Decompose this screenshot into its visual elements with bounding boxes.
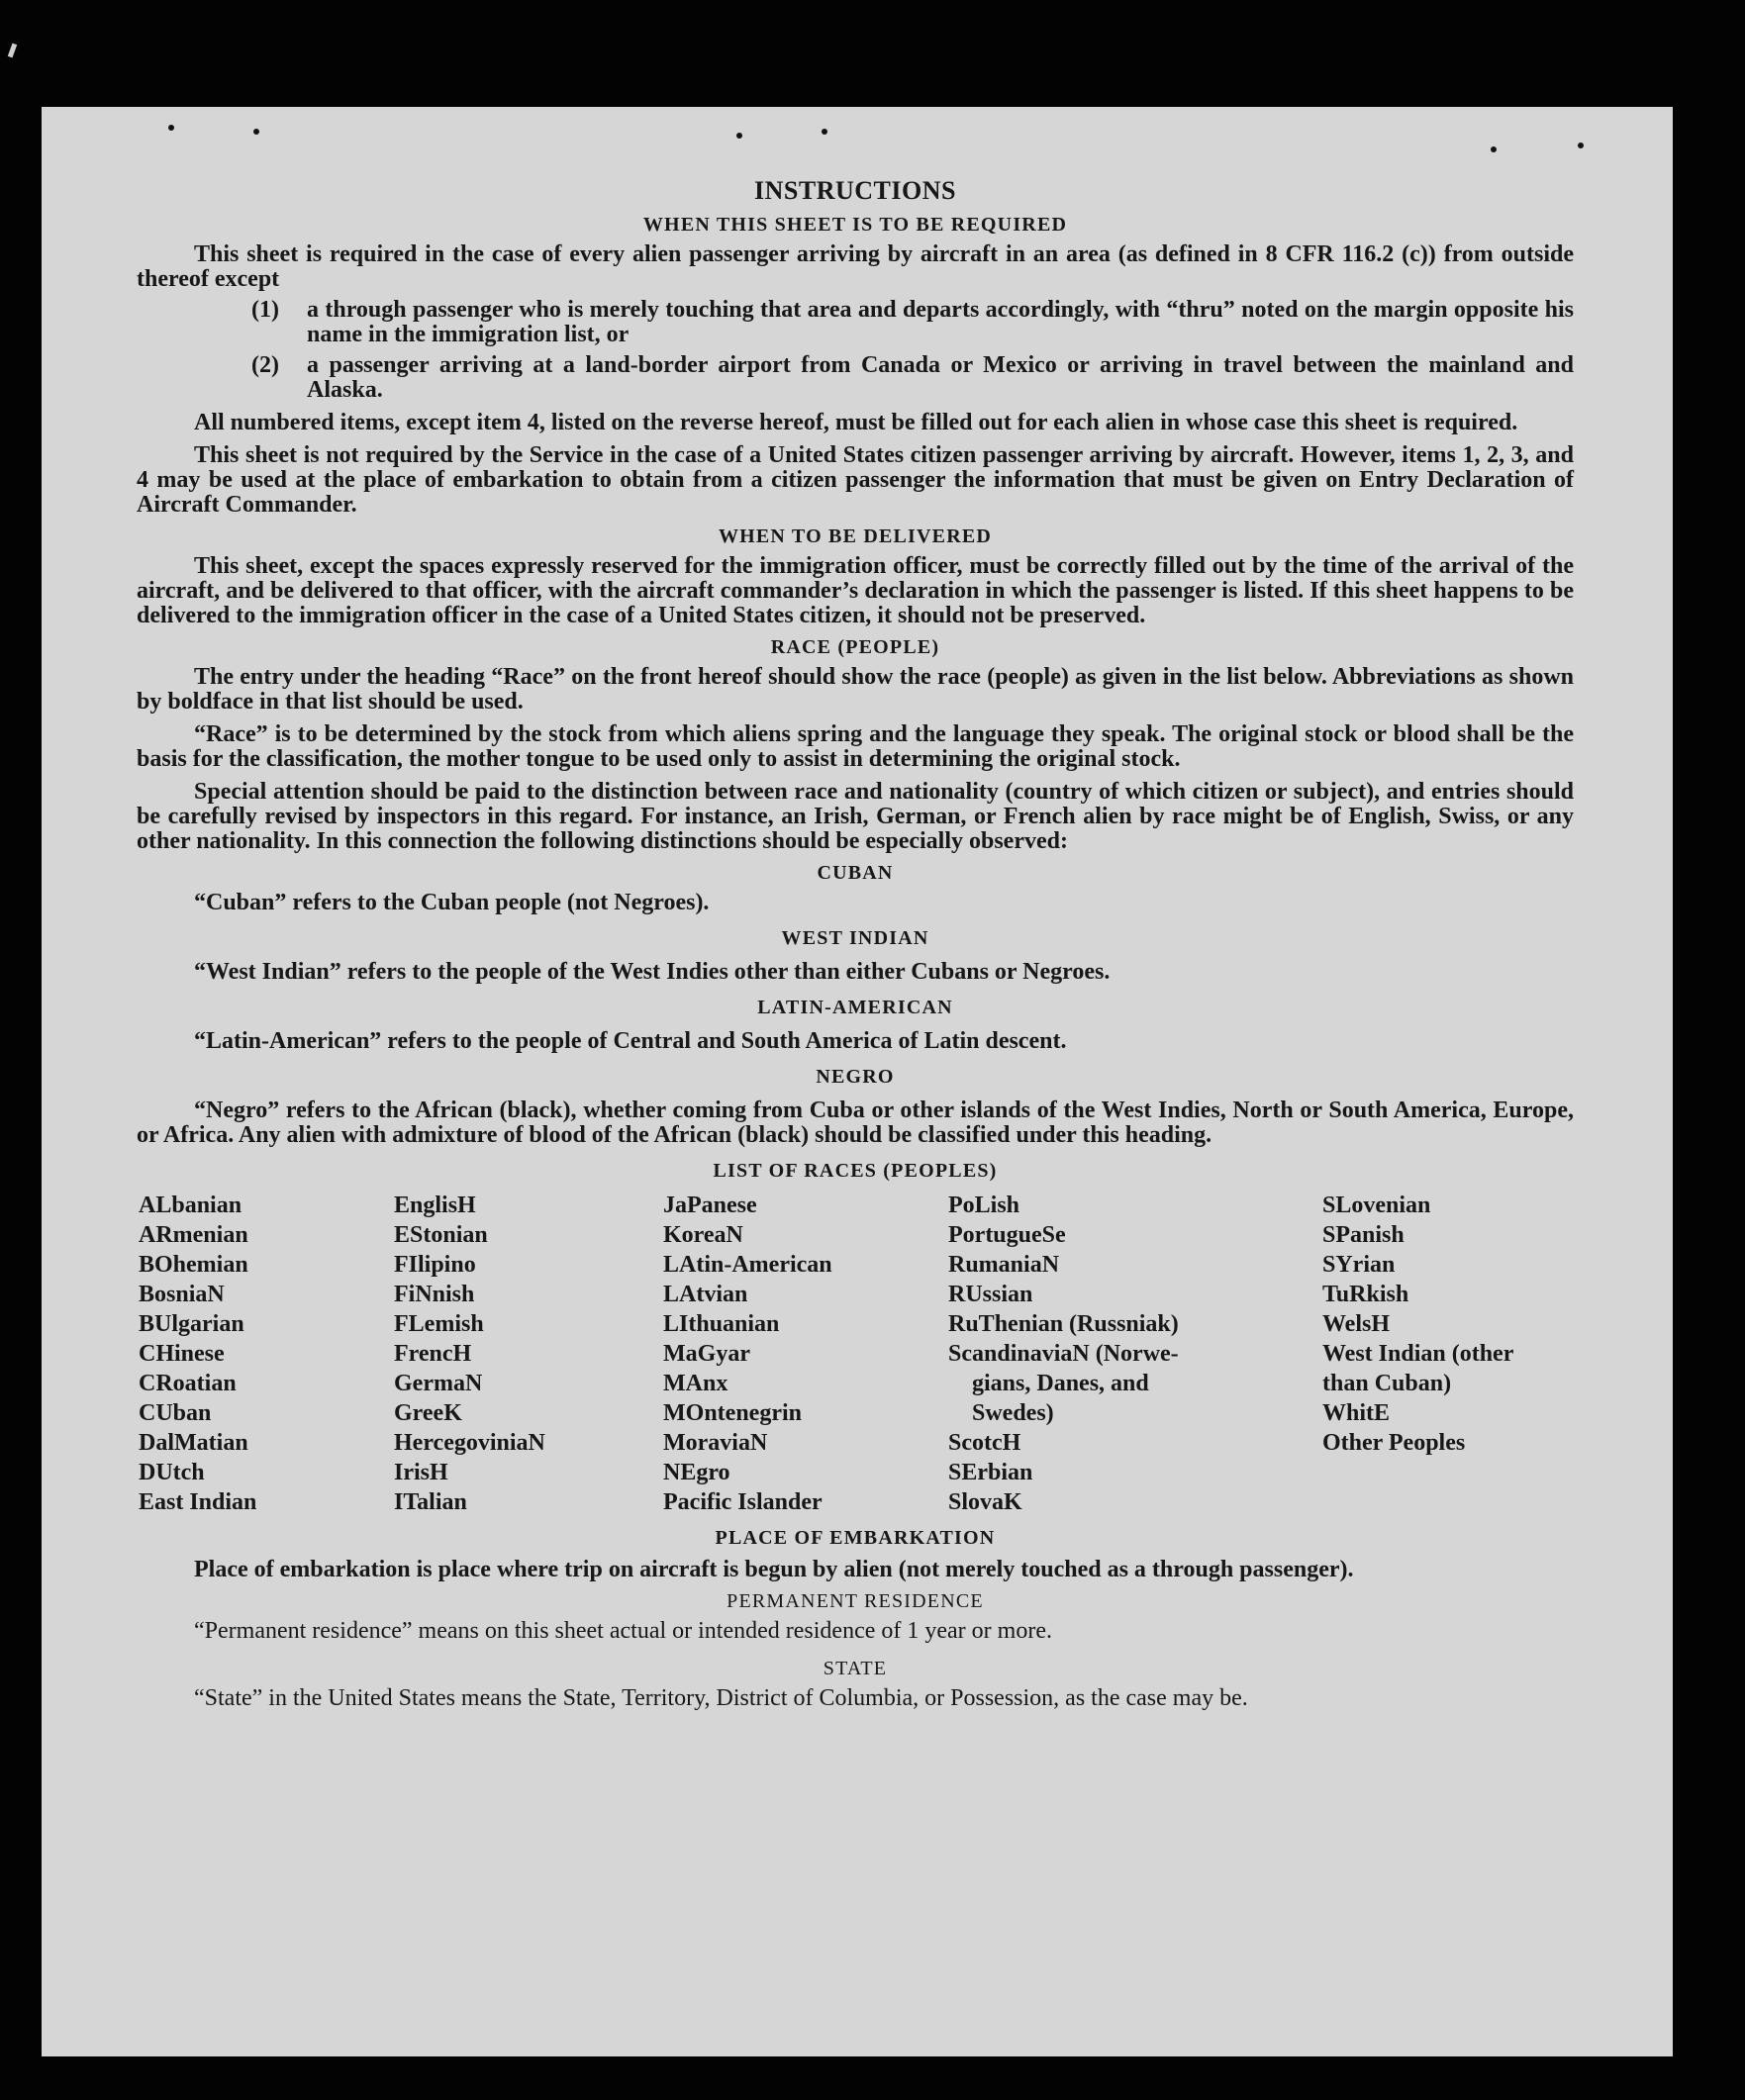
race-entry: MAnx	[663, 1371, 728, 1396]
instructions-body	[137, 176, 1574, 1711]
race-entry: IrisH	[394, 1460, 448, 1485]
section-heading-when-delivered: WHEN TO BE DELIVERED	[718, 525, 993, 547]
section-heading-residence: PERMANENT RESIDENCE	[727, 1590, 984, 1612]
race-entry: JaPanese	[663, 1193, 757, 1218]
race-entry: Pacific Islander	[663, 1489, 823, 1515]
race-entry: East Indian	[139, 1489, 257, 1515]
race-entry: MaGyar	[663, 1341, 750, 1367]
punch-mark	[822, 129, 827, 135]
race-entry: FLemish	[394, 1311, 484, 1337]
race-entry: FiNnish	[394, 1282, 475, 1307]
section-heading-embarkation: PLACE OF EMBARKATION	[715, 1527, 996, 1549]
punch-mark	[1578, 143, 1584, 148]
list-item	[251, 353, 1574, 403]
race-entry-continued: than Cuban)	[1322, 1371, 1452, 1396]
race-entry: HercegoviniaN	[394, 1430, 545, 1456]
race-entry: ScotcH	[948, 1430, 1021, 1456]
punch-mark	[253, 129, 259, 135]
race-entry: SLovenian	[1322, 1193, 1431, 1218]
race-entry: SYrian	[1322, 1252, 1396, 1278]
page-title: INSTRUCTIONS	[754, 176, 956, 205]
paragraph: “Permanent residence” means on this sheet actual or intended residence of 1 year or more.	[194, 1618, 1052, 1644]
paragraph: All numbered items, except item 4, listed on the reverse hereof, must be filled out for each alien in whose case this sheet is required.	[194, 410, 1518, 435]
race-entry: PoLish	[948, 1193, 1020, 1218]
race-entry: Other Peoples	[1322, 1430, 1466, 1456]
race-entry: WhitE	[1322, 1400, 1391, 1426]
punch-mark	[168, 125, 174, 131]
race-entry: ScandinaviaN (Norwe-	[948, 1341, 1179, 1367]
item-text: a through passenger who is merely touching that area and departs accordingly, with “thru” noted on the margin opposite his name in the immigration list, or	[307, 297, 1574, 347]
race-entry: RUssian	[948, 1282, 1033, 1307]
race-entry-continued: Swedes)	[972, 1400, 1054, 1426]
race-entry: DUtch	[139, 1460, 205, 1485]
section-heading-when-required: WHEN THIS SHEET IS TO BE REQUIRED	[642, 214, 1068, 236]
race-entry: ALbanian	[139, 1193, 242, 1218]
race-entry: BOhemian	[139, 1252, 248, 1278]
paragraph: Special attention should be paid to the distinction between race and nationality (country of which citizen or subject), and entries should be carefully revised by inspectors in this regard. For instance, an Irish, German, or French alien by race might be of English, Swiss, or any other nationality. In this connection the following distinctions should be especially observed:	[137, 779, 1574, 854]
section-heading-cuban: CUBAN	[817, 862, 894, 884]
race-column	[948, 1191, 1322, 1517]
race-entry: FIlipino	[394, 1252, 476, 1278]
race-entry: CUban	[139, 1400, 212, 1426]
race-entry: KoreaN	[663, 1222, 743, 1248]
race-entry: MoraviaN	[663, 1430, 768, 1456]
race-entry: BUlgarian	[139, 1311, 244, 1337]
punch-mark	[736, 133, 742, 139]
race-entry: ARmenian	[139, 1222, 248, 1248]
section-heading-west-indian: WEST INDIAN	[781, 927, 929, 949]
race-entry: EnglisH	[394, 1193, 476, 1218]
race-entry: RumaniaN	[948, 1252, 1060, 1278]
race-entry: EStonian	[394, 1222, 488, 1248]
paragraph: This sheet is not required by the Service in the case of a United States citizen passenger arriving by aircraft. However, items 1, 2, 3, and 4 may be used at the place of embarkation to obtain from a citizen passenger the information that must be given on Entry Declaration of Aircraft Commander.	[137, 442, 1574, 518]
section-heading-latin-american: LATIN-AMERICAN	[757, 997, 953, 1018]
race-entry: CRoatian	[139, 1371, 237, 1396]
section-heading-list-of-races: LIST OF RACES (PEOPLES)	[713, 1160, 998, 1182]
paragraph: “Cuban” refers to the Cuban people (not Negroes).	[194, 890, 710, 915]
race-entry: DalMatian	[139, 1430, 248, 1456]
section-heading-state: STATE	[823, 1658, 888, 1679]
paragraph: “State” in the United States means the State, Territory, District of Columbia, or Possession, as the case may be.	[194, 1685, 1248, 1711]
race-entry: BosniaN	[139, 1282, 225, 1307]
film-speck	[8, 44, 17, 58]
race-entry: SErbian	[948, 1460, 1033, 1485]
race-column	[139, 1191, 394, 1517]
paragraph: This sheet, except the spaces expressly reserved for the immigration officer, must be correctly filled out by the time of the arrival of the aircraft, and be delivered to that officer, with the aircraft commander’s declaration in which the passenger is listed. If this sheet happens to be delivered to the immigration officer in the case of a United States citizen, it should not be preserved.	[137, 553, 1574, 628]
section-heading-race: RACE (PEOPLE)	[770, 636, 940, 658]
document-page	[42, 107, 1673, 2056]
paragraph: Place of embarkation is place where trip on aircraft is begun by alien (not merely touched as a through passenger).	[194, 1557, 1354, 1582]
race-column	[663, 1191, 948, 1517]
list-item	[251, 298, 1574, 347]
paragraph: “West Indian” refers to the people of the West Indies other than either Cubans or Negroes.	[194, 959, 1111, 985]
item-text: a passenger arriving at a land-border airport from Canada or Mexico or arriving in travel between the mainland and Alaska.	[307, 352, 1574, 403]
race-entry: ITalian	[394, 1489, 467, 1515]
section-heading-negro: NEGRO	[816, 1066, 895, 1088]
item-number: (1)	[251, 297, 279, 323]
race-entry: SPanish	[1322, 1222, 1405, 1248]
race-entry: FrencH	[394, 1341, 472, 1367]
paragraph: The entry under the heading “Race” on the front hereof should show the race (people) as given in the list below. Abbreviations as shown by boldface in that list should be used.	[137, 664, 1574, 715]
punch-mark	[1491, 146, 1497, 152]
race-entry: LAtin-American	[663, 1252, 832, 1278]
race-entry: CHinese	[139, 1341, 225, 1367]
paragraph: “Negro” refers to the African (black), whether coming from Cuba or other islands of the West Indies, North or South America, Europe, or Africa. Any alien with admixture of blood of the African (black) should be classified under this heading.	[137, 1098, 1574, 1148]
race-entry: GermaN	[394, 1371, 483, 1396]
race-entry: GreeK	[394, 1400, 462, 1426]
race-entry: PortugueSe	[948, 1222, 1066, 1248]
paragraph: “Race” is to be determined by the stock from which aliens spring and the language they speak. The original stock or blood shall be the basis for the classification, the mother tongue to be used only to assist in determining the original stock.	[137, 721, 1574, 772]
race-column	[394, 1191, 663, 1517]
race-entry: NEgro	[663, 1460, 730, 1485]
race-entry: WelsH	[1322, 1311, 1391, 1337]
race-entry: West Indian (other	[1322, 1341, 1514, 1367]
paragraph: “Latin-American” refers to the people of Central and South America of Latin descent.	[194, 1028, 1067, 1054]
race-entry: SlovaK	[948, 1489, 1022, 1515]
race-entry: RuThenian (Russniak)	[948, 1311, 1179, 1337]
race-entry: TuRkish	[1322, 1282, 1409, 1307]
race-column	[1322, 1191, 1576, 1517]
race-entry: LIthuanian	[663, 1311, 780, 1337]
race-list	[139, 1191, 1574, 1517]
race-entry-continued: gians, Danes, and	[972, 1371, 1149, 1396]
race-entry: MOntenegrin	[663, 1400, 802, 1426]
race-entry: LAtvian	[663, 1282, 748, 1307]
item-number: (2)	[251, 352, 279, 378]
paragraph: This sheet is required in the case of every alien passenger arriving by aircraft in an area (as defined in 8 CFR 116.2 (c)) from outside thereof except	[137, 241, 1574, 292]
